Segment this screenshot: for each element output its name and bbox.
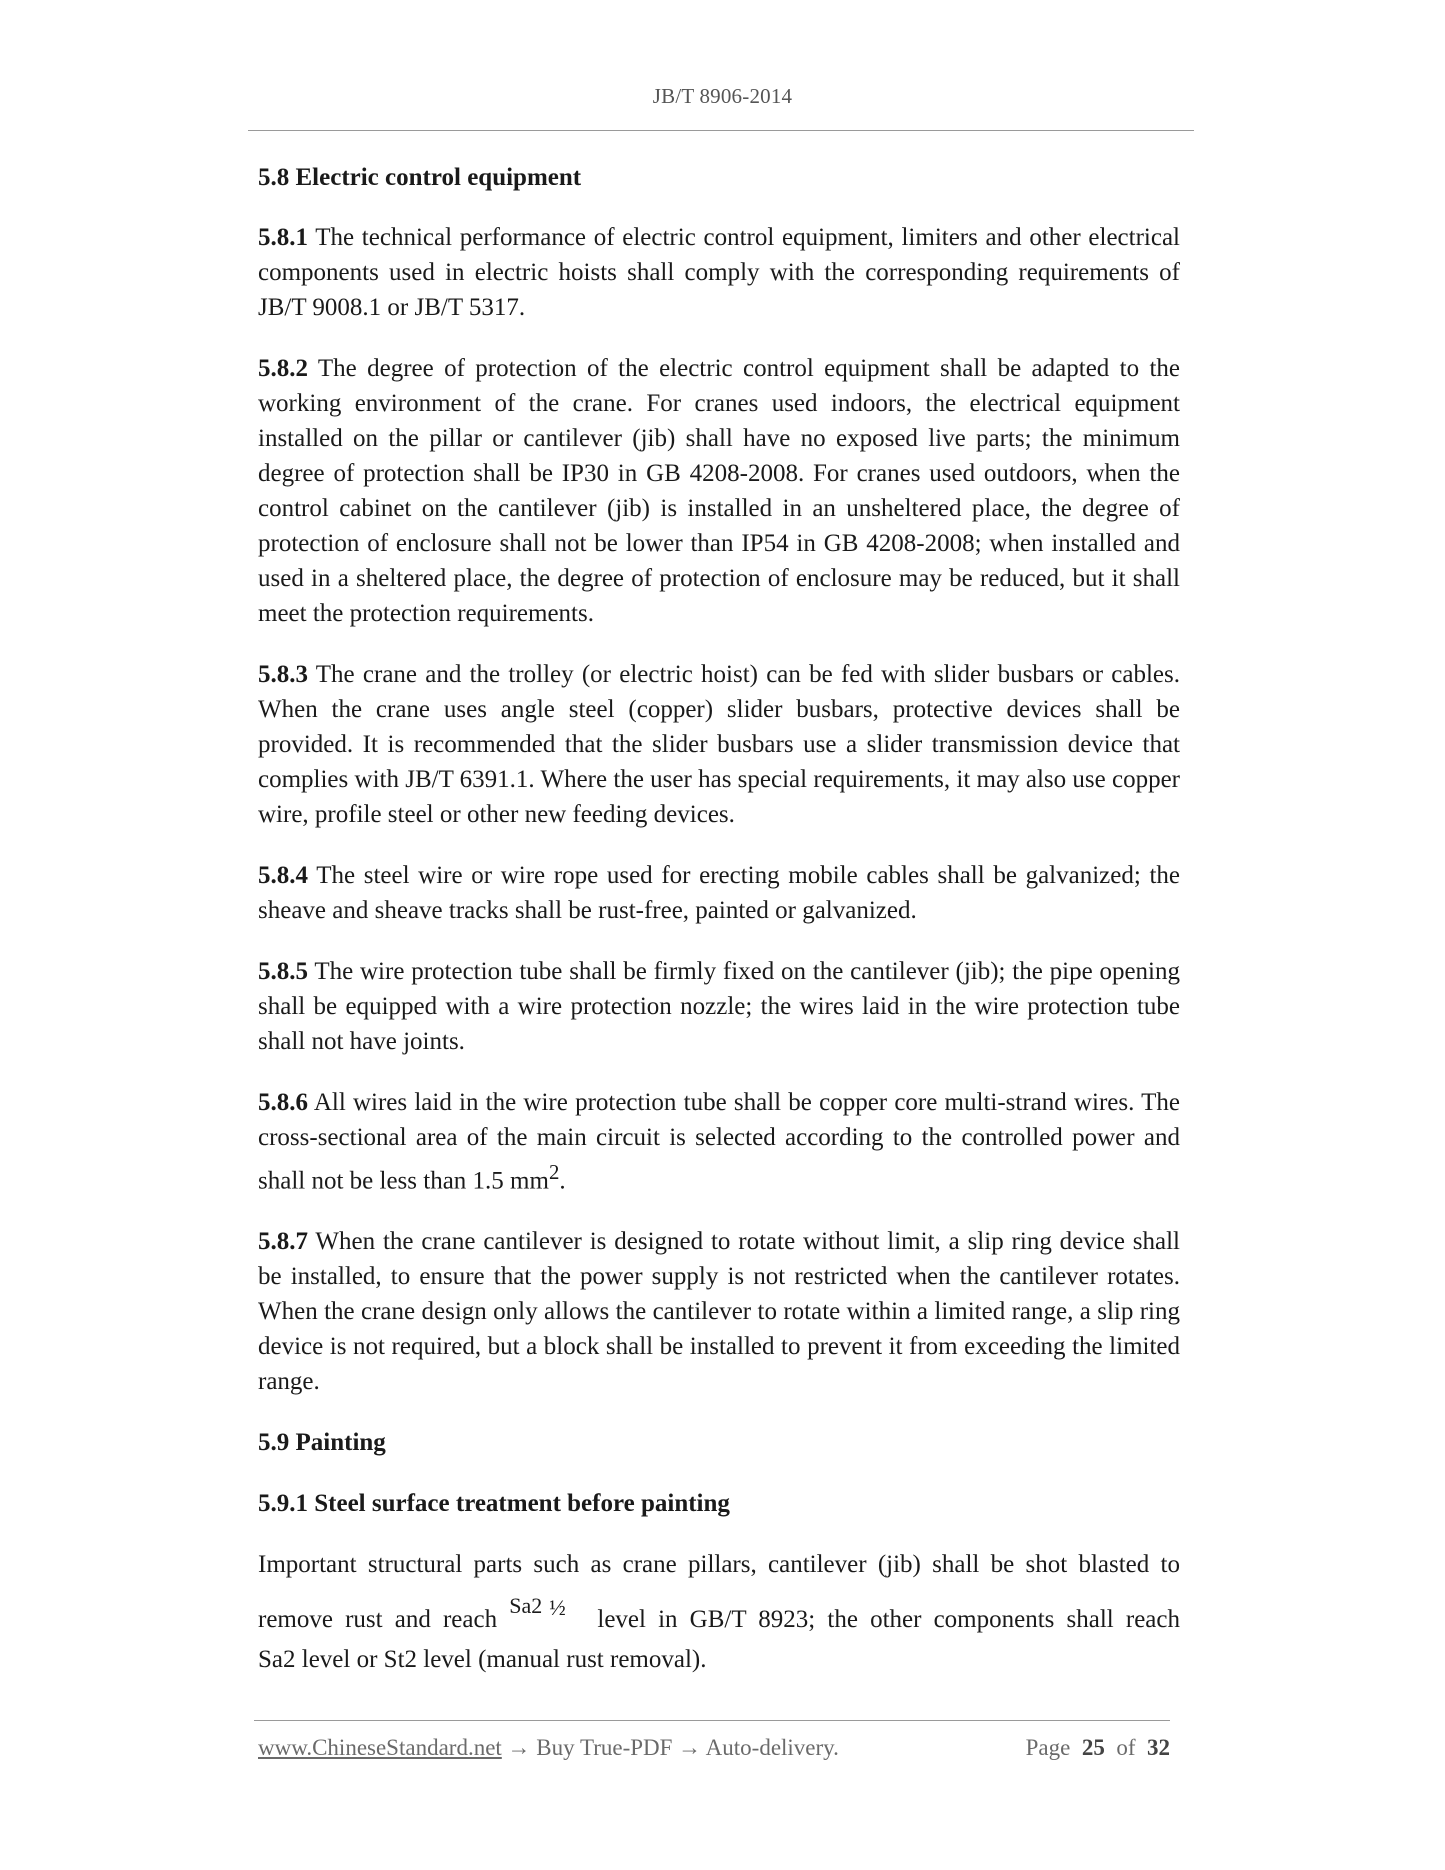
clause-text: The steel wire or wire rope used for erecting mobile cables shall be galvanized; the sheave and sheave tracks shall be rust-free, painted or galvanized. (258, 862, 1180, 924)
site-link[interactable]: www.ChineseStandard.net (258, 1735, 502, 1760)
clause-5-8-1 (258, 220, 1180, 325)
sa-grade-symbol (509, 1593, 585, 1637)
clause-5-8-5 (258, 954, 1180, 1059)
section-5-9-title: 5.9 Painting (258, 1429, 386, 1457)
clause-text: The wire protection tube shall be firmly fixed on the cantilever (jib); the pipe opening shall be equipped with a wire protection nozzle; the wires laid in the wire protection tube shall not have joints. (258, 958, 1180, 1055)
section-5-8-title: 5.8 Electric control equipment (258, 164, 582, 191)
clause-number: 5.8.5 (258, 958, 308, 985)
sa-grade-fraction: ½ (549, 1595, 566, 1621)
clause-5-8-2 (258, 351, 1180, 631)
clause-text: The degree of protection of the electric control equipment shall be adapted to the working environment of the crane. For cranes used indoors, the electrical equipment installed on the pillar or cantilever (jib) shall have no exposed live parts; the minimum degree of protection shall be IP30 in GB 4208-2008. For cranes used outdoors, when the control cabinet on the cantilever (jib) is installed in an unsheltered place, the degree of protection of enclosure shall not be lower than IP54 in GB 4208-2008; when installed and used in a sheltered place, the degree of protection of enclosure may be reduced, but it shall meet the protection requirements. (258, 355, 1180, 627)
clause-number: 5.8.3 (258, 661, 308, 688)
clause-5-9-1-line-1: Important structural parts such as crane pillars, cantilever (jib) shall be shot blasted to (258, 1551, 1180, 1579)
page-total: 32 (1147, 1735, 1170, 1760)
document-body (258, 160, 1180, 1677)
header-divider (248, 130, 1194, 131)
page-indicator (1026, 1735, 1170, 1761)
footer-promo: → Buy True-PDF → Auto-delivery. (501, 1735, 839, 1760)
clause-text: remove rust and reach (258, 1606, 498, 1634)
document-header: JB/T 8906-2014 (652, 84, 793, 108)
clause-number: 5.8.7 (258, 1228, 308, 1256)
clause-text: All wires laid in the wire protection tube shall be copper core multi-strand wires. The cross-sectional area of the main circuit is selected according to the controlled power and shall not be less than 1.5 mm (258, 1089, 1180, 1195)
sa-grade-base: Sa2 (509, 1593, 543, 1619)
clause-number: 5.8.6 (258, 1089, 308, 1116)
clause-text: The crane and the trolley (or electric hoist) can be fed with slider busbars or cables. When the crane uses angle steel (copper) slider busbars, protective devices shall be provided. It is recommended that the slider busbars use a slider transmission device that complies with JB/T 6391.1. Where the user has special requirements, it may also use copper wire, profile steel or other new feeding devices. (258, 661, 1180, 828)
clause-5-9-1-line-3: Sa2 level or St2 level (manual rust removal). (258, 1646, 707, 1674)
footer-left (258, 1735, 839, 1761)
clause-text: When the crane cantilever is designed to rotate without limit, a slip ring device shall be installed, to ensure that the power supply is not restricted when the cantilever rotates. When the crane design only allows the cantilever to rotate within a limited range, a slip ring device is not required, but a block shall be installed to prevent it from exceeding the limited range. (258, 1228, 1180, 1396)
page-label: Page (1025, 1735, 1071, 1760)
superscript: 2 (548, 1160, 560, 1184)
clause-text: The technical performance of electric control equipment, limiters and other electrical components used in electric hoists shall comply with the corresponding requirements of JB/T 9008.1 or JB/T 5317. (258, 224, 1180, 321)
section-5-9-1-title: 5.9.1 Steel surface treatment before painting (258, 1490, 730, 1518)
clause-number: 5.8.4 (258, 862, 308, 889)
clause-number: 5.8.1 (258, 224, 308, 251)
clause-text-end: . (559, 1167, 566, 1195)
clause-5-8-7 (258, 1224, 1180, 1399)
page-number: 25 (1081, 1735, 1105, 1760)
clause-number: 5.8.2 (258, 355, 308, 382)
clause-5-8-3 (258, 657, 1180, 832)
footer-divider (254, 1720, 1170, 1721)
of-label: of (1116, 1735, 1136, 1760)
clause-text: level in GB/T 8923; the other components shall reach (597, 1606, 1180, 1634)
clause-5-8-6 (258, 1085, 1180, 1198)
clause-5-8-4 (258, 858, 1180, 928)
clause-5-9-1-line-2 (258, 1593, 1180, 1637)
